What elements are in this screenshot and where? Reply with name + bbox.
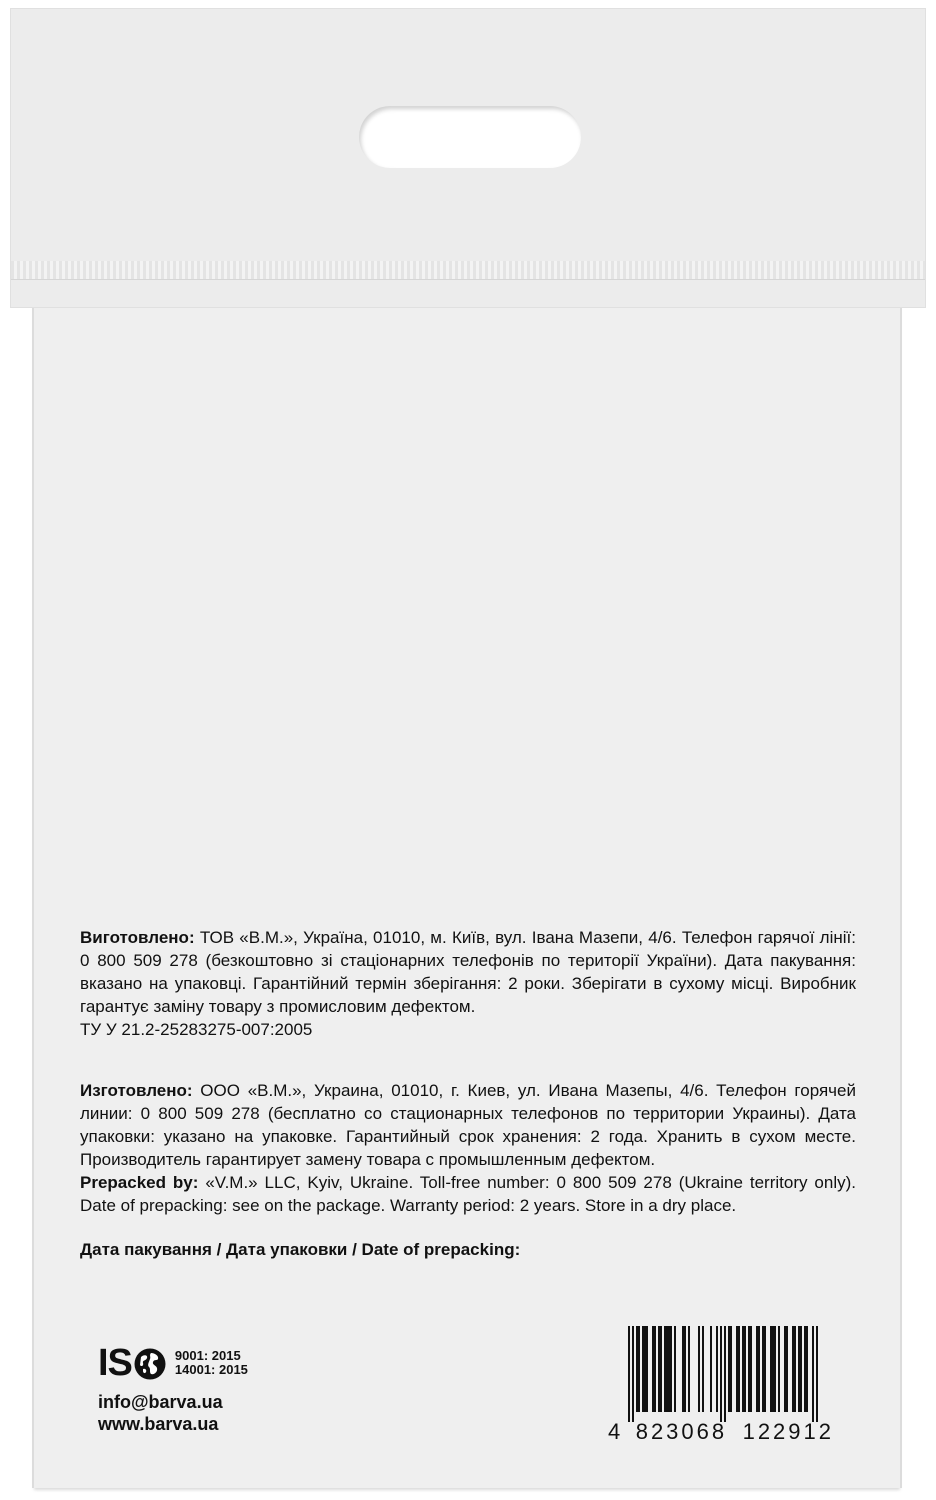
barcode-bar — [654, 1326, 656, 1412]
barcode-bar — [664, 1326, 666, 1412]
barcode-bar — [638, 1326, 640, 1412]
info-text-ua: ТОВ «В.М.», Україна, 01010, м. Київ, вул. Івана Мазепи, 4/6. Телефон гарячої лінії: 0 800 509 278 (безкоштовно зі стаціонарних телефонів по території України). Дата пакування: вказано на упаковці. Гарантійний термін зберігання: 2 роки. Зберігати в сухому місці. Виробник гарантує заміну товару з промисловим дефектом. — [80, 928, 856, 1016]
email-link[interactable]: info@barva.ua — [98, 1392, 223, 1412]
iso-standard-14001: 14001: 2015 — [174, 1362, 248, 1377]
barcode-bar — [730, 1326, 732, 1412]
lead-label-ru: Изготовлено: — [80, 1081, 193, 1100]
manufacturer-info-ua — [80, 926, 856, 1041]
spec-code: ТУ У 21.2-25283275-007:2005 — [80, 1020, 313, 1039]
barcode-bar — [794, 1326, 796, 1412]
barcode-bar — [682, 1326, 684, 1412]
barcode-bar — [646, 1326, 648, 1412]
barcode-bar — [750, 1326, 752, 1412]
barcode-bar — [798, 1326, 800, 1412]
barcode-bar — [728, 1326, 730, 1412]
barcode-guard-bar — [812, 1326, 814, 1422]
barcode-bar — [670, 1326, 672, 1412]
iso-standards — [175, 1349, 248, 1377]
barcode-bar — [644, 1326, 646, 1412]
globe-icon — [133, 1347, 167, 1381]
barcode-bar — [668, 1326, 670, 1412]
barcode-bar — [698, 1326, 700, 1412]
barcode-bar — [806, 1326, 808, 1412]
barcode-bar — [792, 1326, 794, 1412]
iso-standard-9001: 9001: 2015 — [174, 1348, 241, 1363]
barcode-guard-bar — [720, 1326, 722, 1422]
barcode-bar — [772, 1326, 774, 1412]
barcode-group-left: 823068 — [635, 1419, 728, 1444]
barcode-bar — [738, 1326, 740, 1412]
barcode-bar — [778, 1326, 780, 1412]
barcode-bar — [684, 1326, 686, 1412]
barcode-bar — [666, 1326, 668, 1412]
barcode-bar — [764, 1326, 766, 1412]
barcode-guard-bar — [632, 1326, 634, 1422]
barcode-guard-bar — [816, 1326, 818, 1422]
lead-label-ua: Виготовлено: — [80, 928, 195, 947]
hanger-strip — [10, 8, 926, 308]
barcode-bar — [636, 1326, 638, 1412]
iso-mark: IS — [98, 1342, 132, 1384]
hang-hole — [359, 106, 581, 168]
website-link[interactable]: www.barva.ua — [98, 1414, 219, 1434]
fold-edge — [11, 279, 925, 280]
package-card — [34, 288, 900, 1488]
barcode-bars — [608, 1326, 840, 1422]
heat-seal-serration — [11, 261, 925, 279]
barcode-bar — [774, 1326, 776, 1412]
manufacturer-info-en — [80, 1171, 856, 1217]
pack-date-label: Дата пакування / Дата упаковки / Date of prepacking: — [80, 1240, 521, 1259]
barcode-bar — [674, 1326, 676, 1412]
barcode-guard-bar — [724, 1326, 726, 1422]
info-text-en: «V.M.» LLC, Kyiv, Ukraine. Toll-free number: 0 800 509 278 (Ukraine territory only). Date of prepacking: see on the package. Warranty period: 2 years. Store in a dry place. — [80, 1173, 856, 1215]
barcode-bar — [642, 1326, 644, 1412]
barcode-bar — [660, 1326, 662, 1412]
barcode-bar — [658, 1326, 660, 1412]
barcode-bar — [744, 1326, 746, 1412]
barcode-bar — [716, 1326, 718, 1412]
barcode-bar — [702, 1326, 704, 1412]
barcode-digit-first: 4 — [608, 1419, 621, 1444]
barcode-bar — [770, 1326, 772, 1412]
barcode-bar — [762, 1326, 764, 1412]
barcode-bar — [748, 1326, 750, 1412]
barcode-bar — [800, 1326, 802, 1412]
barcode-bar — [742, 1326, 744, 1412]
barcode-bar — [804, 1326, 806, 1412]
barcode-bar — [688, 1326, 690, 1412]
barcode-digits — [608, 1419, 840, 1445]
barcode-bar — [756, 1326, 758, 1412]
barcode-bar — [736, 1326, 738, 1412]
barcode-guard-bar — [628, 1326, 630, 1422]
barcode-bar — [652, 1326, 654, 1412]
barcode-bar — [784, 1326, 786, 1412]
manufacturer-info-ru — [80, 1079, 856, 1171]
barcode-bar — [786, 1326, 788, 1412]
lead-label-en: Prepacked by: — [80, 1173, 199, 1192]
info-text-ru: ООО «В.М.», Украина, 01010, г. Киев, ул. Ивана Мазепы, 4/6. Телефон горячей линии: 0 800 509 278 (бесплатно со стационарных телефонов по территории Украины). Дата упаковки: указано на упаковке. Гарантийный срок хранения: 2 года. Хранить в сухом месте. Производитель гарантирует замену товара с промышленным дефектом. — [80, 1081, 856, 1169]
barcode-bar — [710, 1326, 712, 1412]
barcode-group-right: 122912 — [742, 1419, 834, 1444]
ean13-barcode — [608, 1326, 840, 1446]
iso-certification — [98, 1343, 248, 1383]
barcode-bar — [758, 1326, 760, 1412]
